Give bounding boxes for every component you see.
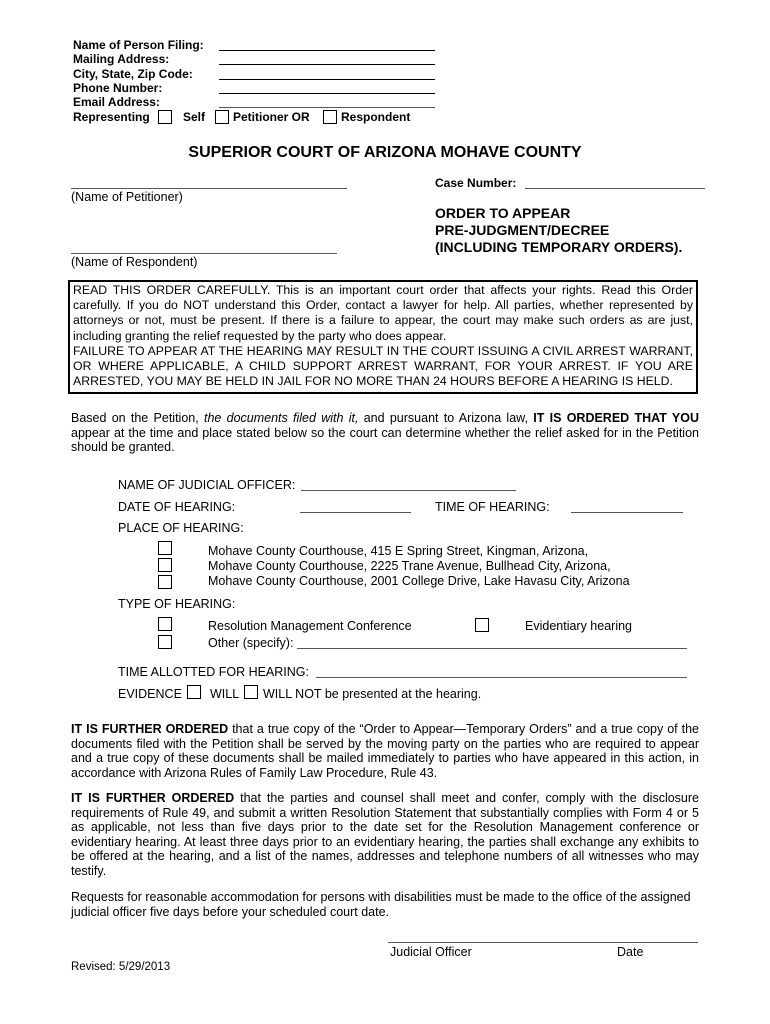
type-of-hearing-label: TYPE OF HEARING: bbox=[118, 597, 236, 611]
judicial-officer-signature-label: Judicial Officer bbox=[390, 945, 472, 959]
filer-phone-label: Phone Number: bbox=[73, 81, 163, 95]
petitioner-checkbox[interactable] bbox=[215, 110, 229, 124]
place-of-hearing-label: PLACE OF HEARING: bbox=[118, 521, 244, 535]
date-of-hearing-label: DATE OF HEARING: bbox=[118, 500, 236, 514]
place-bullhead-label: Mohave County Courthouse, 2225 Trane Avenue, Bullhead City, Arizona, bbox=[208, 559, 611, 573]
order-title bbox=[435, 205, 682, 256]
filer-address-label: Mailing Address: bbox=[73, 52, 170, 66]
type-other-label: Other (specify): bbox=[208, 636, 294, 650]
time-of-hearing-field[interactable] bbox=[571, 512, 683, 513]
time-allotted-label: TIME ALLOTTED FOR HEARING: bbox=[118, 665, 309, 679]
type-other-field[interactable] bbox=[297, 648, 687, 649]
filer-city-label: City, State, Zip Code: bbox=[73, 67, 193, 81]
further-ordered-paragraph-1: IT IS FURTHER ORDERED that a true copy of the “Order to Appear—Temporary Orders” and a true copy of the documents filed with the Petition shall be served by the moving party on the parties who are required to appear and a true copy of these documents shall be mailed immediately to parties who have appeared in this action, in accordance with Arizona Rules of Family Law Procedure, Rule 43. bbox=[71, 722, 699, 780]
revised-date: Revised: 5/29/2013 bbox=[71, 961, 171, 973]
filer-phone-field[interactable] bbox=[219, 93, 435, 94]
further-ordered-paragraph-2: IT IS FURTHER ORDERED that the parties and counsel shall meet and confer, comply with the disclosure requirements of Rule 49, and submit a written Resolution Statement that substantially complies with Form 4 or 5 as applicable, not less than five days prior to the date set for the Resolution Management conference or evidentiary hearing. At least three days prior to an evidentiary hearing, the parties shall exchange any exhibits to be offered at the hearing, and a list of the names, addresses and telephone numbers of all witnesses who may testify. bbox=[71, 791, 699, 878]
order-title-line3: (INCLUDING TEMPORARY ORDERS). bbox=[435, 239, 683, 255]
judicial-officer-field[interactable] bbox=[301, 490, 516, 491]
evidence-will-label: WILL bbox=[210, 687, 240, 701]
filer-email-field[interactable] bbox=[219, 107, 435, 108]
filer-name-label: Name of Person Filing: bbox=[73, 38, 204, 52]
self-label: Self bbox=[183, 110, 206, 124]
place-kingman-label: Mohave County Courthouse, 415 E Spring Street, Kingman, Arizona, bbox=[208, 544, 589, 558]
respondent-name-field[interactable] bbox=[71, 253, 337, 254]
type-other-checkbox[interactable] bbox=[158, 635, 172, 649]
case-number-label: Case Number: bbox=[435, 176, 517, 190]
representing-label: Representing bbox=[73, 110, 150, 124]
petitioner-caption: (Name of Petitioner) bbox=[71, 190, 183, 204]
order-title-line2: PRE-JUDGMENT/DECREE bbox=[435, 222, 610, 238]
type-rmc-label: Resolution Management Conference bbox=[208, 619, 412, 633]
respondent-label: Respondent bbox=[341, 110, 411, 124]
warning-text-1: READ THIS ORDER CAREFULLY. This is an important court order that affects your rights. Read this Order carefully. If you do NOT understand this Order, contact a lawyer for help. All parties, whether represented by attorneys or not, must be present. If there is a failure to appear, the court may make such orders as are just, including granting the relief requested by the party who does appear. bbox=[73, 283, 693, 343]
filer-email-label: Email Address: bbox=[73, 95, 160, 109]
evidence-will-not-checkbox[interactable] bbox=[244, 685, 258, 699]
filer-name-field[interactable] bbox=[219, 50, 435, 51]
accommodation-paragraph: Requests for reasonable accommodation for persons with disabilities must be made to the office of the assigned judicial officer five days before your scheduled court date. bbox=[71, 890, 691, 919]
case-number-field[interactable] bbox=[525, 188, 705, 189]
place-havasu-label: Mohave County Courthouse, 2001 College Drive, Lake Havasu City, Arizona bbox=[208, 574, 630, 588]
signature-line[interactable] bbox=[388, 942, 698, 943]
court-title: SUPERIOR COURT OF ARIZONA MOHAVE COUNTY bbox=[188, 144, 582, 161]
filer-address-field[interactable] bbox=[219, 64, 435, 65]
type-rmc-checkbox[interactable] bbox=[158, 617, 172, 631]
evidence-will-checkbox[interactable] bbox=[187, 685, 201, 699]
respondent-caption: (Name of Respondent) bbox=[71, 255, 198, 269]
type-evidentiary-checkbox[interactable] bbox=[475, 618, 489, 632]
date-of-hearing-field[interactable] bbox=[300, 512, 411, 513]
petitioner-name-field[interactable] bbox=[71, 188, 347, 189]
filer-city-field[interactable] bbox=[219, 79, 435, 80]
order-title-line1: ORDER TO APPEAR bbox=[435, 205, 571, 221]
warning-text-2: FAILURE TO APPEAR AT THE HEARING MAY RESULT IN THE COURT ISSUING A CIVIL ARREST WARRANT, OR WHERE APPLICABLE, A CHILD SUPPORT ARREST WARRANT, FOR YOUR ARREST. IF YOU ARE ARRESTED, YOU MAY BE HELD IN JAIL FOR NO MORE THAN 24 HOURS BEFORE A HEARING IS HELD. bbox=[73, 343, 693, 389]
place-bullhead-checkbox[interactable] bbox=[158, 558, 172, 572]
place-kingman-checkbox[interactable] bbox=[158, 541, 172, 555]
respondent-checkbox[interactable] bbox=[323, 110, 337, 124]
warning-box bbox=[68, 280, 698, 394]
time-of-hearing-label: TIME OF HEARING: bbox=[435, 500, 550, 514]
self-checkbox[interactable] bbox=[158, 110, 172, 124]
evidence-label: EVIDENCE bbox=[118, 687, 182, 701]
judicial-officer-label: NAME OF JUDICIAL OFFICER: bbox=[118, 478, 296, 492]
place-havasu-checkbox[interactable] bbox=[158, 575, 172, 589]
signature-date-label: Date bbox=[617, 945, 644, 959]
petitioner-label: Petitioner OR bbox=[233, 110, 310, 124]
evidence-will-not-label: WILL NOT be presented at the hearing. bbox=[263, 687, 482, 701]
type-evidentiary-label: Evidentiary hearing bbox=[525, 619, 633, 633]
based-paragraph: Based on the Petition, the documents filed with it, and pursuant to Arizona law, IT IS ORDERED THAT YOU appear at the time and place stated below so the court can determine whether the relief asked for in the Petition should be granted. bbox=[71, 411, 699, 454]
time-allotted-field[interactable] bbox=[316, 677, 687, 678]
